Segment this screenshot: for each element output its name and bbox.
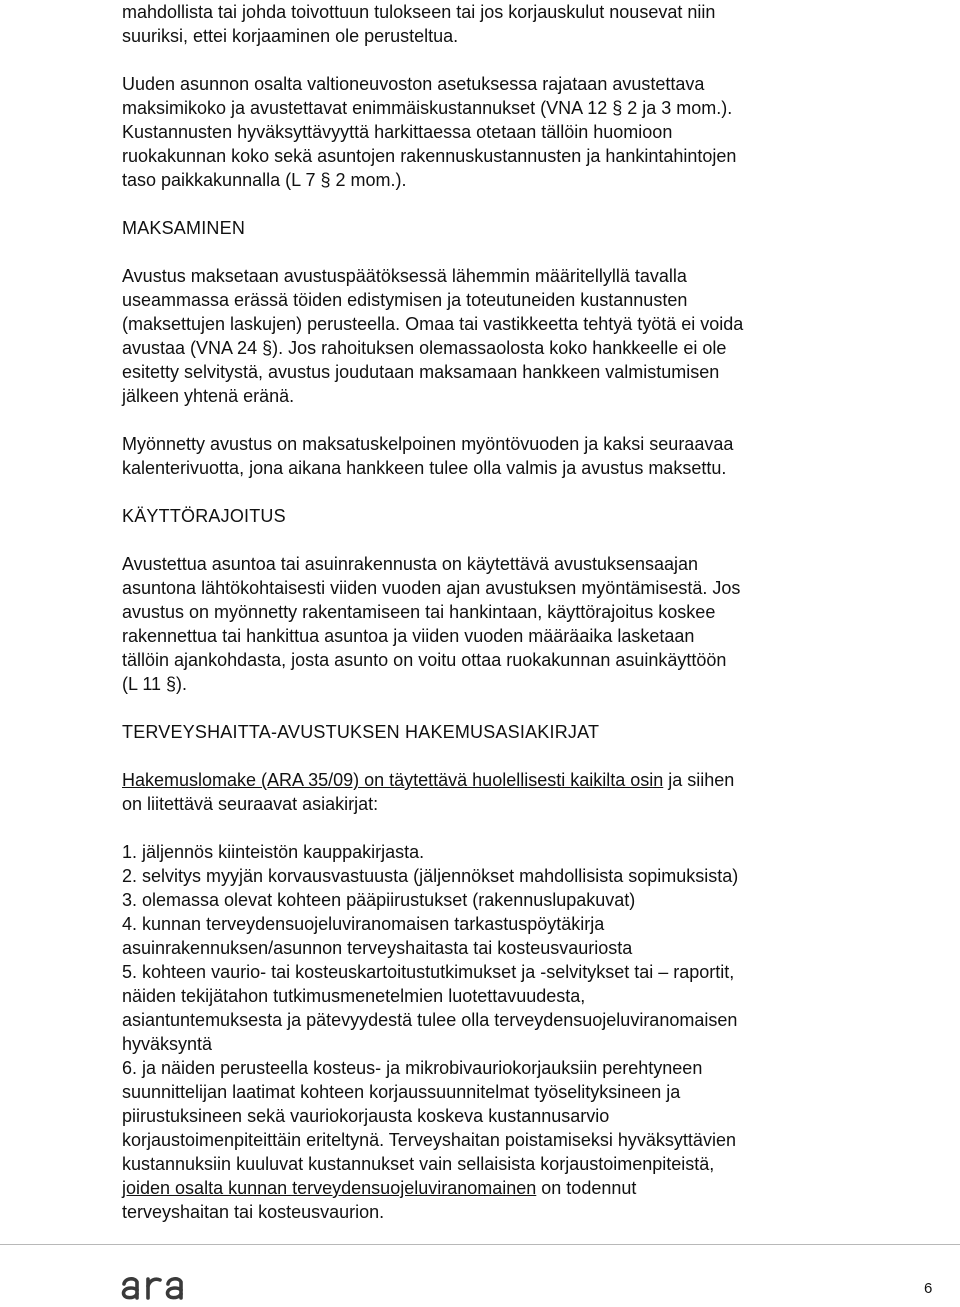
text-line: maksimikoko ja avustettavat enimmäiskustannukset (VNA 12 § 2 ja 3 mom.). [122, 98, 733, 118]
list-item: 1. jäljennös kiinteistön kauppakirjasta. [122, 842, 425, 862]
text-line: taso paikkakunnalla (L 7 § 2 mom.). [122, 170, 407, 190]
list-item: 5. kohteen vaurio- tai kosteuskartoitustutkimukset ja -selvitykset tai – raportit, [122, 962, 735, 982]
text-line: on liitettävä seuraavat asiakirjat: [122, 794, 379, 814]
text-line: Uuden asunnon osalta valtioneuvoston asetuksessa rajataan avustettava [122, 74, 705, 94]
text-line: suuriksi, ettei korjaaminen ole perusteltua. [122, 26, 459, 46]
text-line: avustaa (VNA 24 §). Jos rahoituksen olemassaolosta koko hankkeelle ei ole [122, 338, 727, 358]
paragraph-payment [122, 264, 842, 408]
document-body [122, 0, 842, 1224]
text-line: mahdollista tai johda toivottuun tulokseen tai jos korjauskulut nousevat niin [122, 2, 716, 22]
ara-logo [120, 1262, 194, 1302]
list-item: näiden tekijätahon tutkimusmenetelmien luotettavuudesta, [122, 986, 586, 1006]
list-item: 2. selvitys myyjän korvausvastuusta (jäljennökset mahdollisista sopimuksista) [122, 866, 739, 886]
heading-hakemusasiakirjat: TERVEYSHAITTA-AVUSTUKSEN HAKEMUSASIAKIRJAT [122, 722, 600, 742]
text-line: asuntona lähtökohtaisesti viiden vuoden ajan avustuksen myöntämisestä. Jos [122, 578, 741, 598]
list-item: piirustuksineen sekä vauriokorjausta koskeva kustannusarvio [122, 1106, 610, 1126]
text-line: jälkeen yhtenä eränä. [122, 386, 295, 406]
footer-divider [0, 1244, 960, 1245]
paragraph-eligibility [122, 432, 842, 480]
required-documents-list [122, 840, 842, 1224]
paragraph-intro [122, 0, 842, 48]
text-line: rakennettua tai hankittua asuntoa ja viiden vuoden määräaika lasketaan [122, 626, 695, 646]
list-item: suunnittelijan laatimat kohteen korjaussuunnitelmat työselityksineen ja [122, 1082, 681, 1102]
list-item: asiantuntemuksesta ja pätevyydestä tulee olla terveydensuojeluviranomaisen [122, 1010, 738, 1030]
list-item: korjaustoimenpiteittäin eriteltynä. Terveyshaitan poistamiseksi hyväksyttävien [122, 1130, 736, 1150]
health-authority-link[interactable]: joiden osalta kunnan terveydensuojeluviranomainen [122, 1178, 537, 1198]
page-number: 6 [924, 1280, 933, 1297]
list-item [122, 1176, 842, 1200]
text-line: (L 11 §). [122, 674, 188, 694]
text-line: Avustettua asuntoa tai asuinrakennusta on käytettävä avustuksensaajan [122, 554, 699, 574]
list-item: asuinrakennuksen/asunnon terveyshaitasta tai kosteusvauriosta [122, 938, 633, 958]
text-line [122, 768, 842, 792]
list-item: 4. kunnan terveydensuojeluviranomaisen tarkastuspöytäkirja [122, 914, 605, 934]
text-line: ruokakunnan koko sekä asuntojen rakennuskustannusten ja hankintahintojen [122, 146, 737, 166]
text-line: avustus on myönnetty rakentamiseen tai hankintaan, käyttörajoitus koskee [122, 602, 716, 622]
text-line: (maksettujen laskujen) perusteella. Omaa tai vastikkeetta tehtyä työtä ei voida [122, 314, 744, 334]
list-item: 3. olemassa olevat kohteen pääpiirustukset (rakennuslupakuvat) [122, 890, 636, 910]
text-line: useammassa erässä töiden edistymisen ja toteutuneiden kustannusten [122, 290, 688, 310]
list-item: 6. ja näiden perusteella kosteus- ja mikrobivauriokorjauksiin perehtyneen [122, 1058, 703, 1078]
list-item: terveyshaitan tai kosteusvaurion. [122, 1202, 385, 1222]
text-line: Kustannusten hyväksyttävyyttä harkittaessa otetaan tällöin huomioon [122, 122, 673, 142]
text-line: kalenterivuotta, jona aikana hankkeen tulee olla valmis ja avustus maksettu. [122, 458, 727, 478]
heading-kayttorajoitus: KÄYTTÖRAJOITUS [122, 506, 286, 526]
text-line: tällöin ajankohdasta, josta asunto on voitu ottaa ruokakunnan asuinkäyttöön [122, 650, 727, 670]
paragraph-new-apartment [122, 72, 842, 192]
text-line: esitetty selvitystä, avustus joudutaan maksamaan hankkeen valmistumisen [122, 362, 720, 382]
list-item: hyväksyntä [122, 1034, 213, 1054]
text-line: Avustus maksetaan avustuspäätöksessä lähemmin määritellyllä tavalla [122, 266, 687, 286]
text-span: on todennut [536, 1178, 637, 1198]
paragraph-application [122, 768, 842, 816]
text-span: ja siihen [663, 770, 735, 790]
application-form-link[interactable]: Hakemuslomake (ARA 35/09) on täytettävä huolellisesti kaikilta osin [122, 770, 664, 790]
list-item: kustannuksiin kuuluvat kustannukset vain sellaisista korjaustoimenpiteistä, [122, 1154, 715, 1174]
paragraph-usage-restriction [122, 552, 842, 696]
heading-maksaminen: MAKSAMINEN [122, 218, 246, 238]
text-line: Myönnetty avustus on maksatuskelpoinen myöntövuoden ja kaksi seuraavaa [122, 434, 734, 454]
